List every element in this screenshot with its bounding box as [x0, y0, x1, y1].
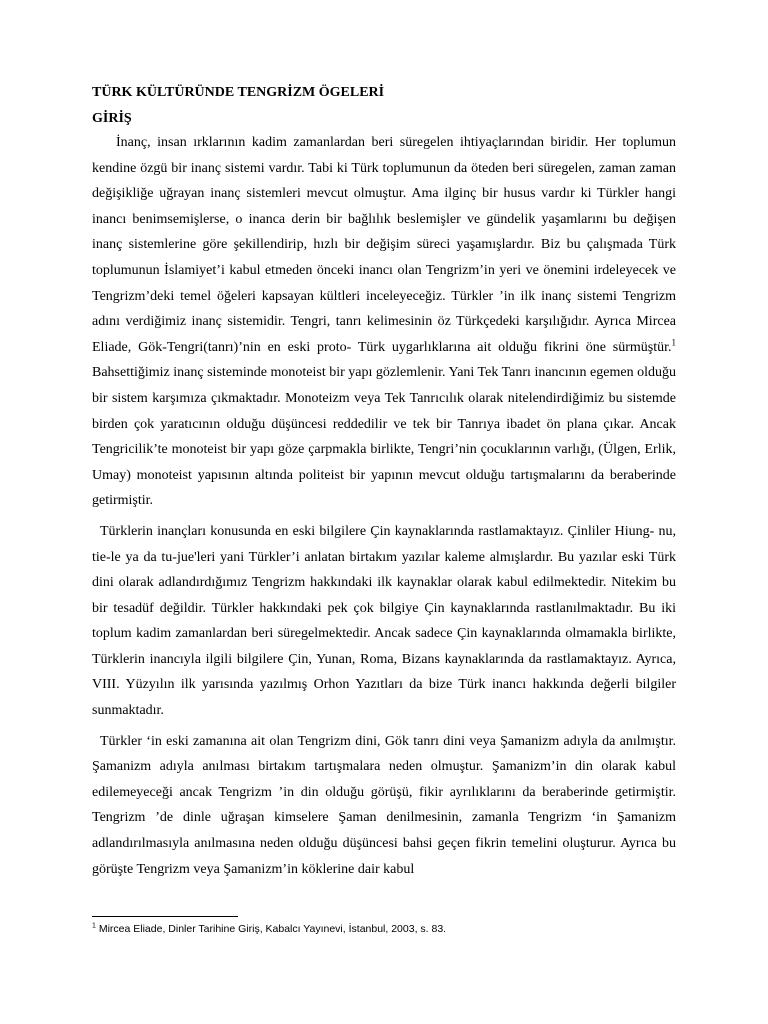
paragraph-1-text-b: Bahsettiğimiz inanç sisteminde monoteist bir yapı gözlemlenir. Yani Tek Tanrı inancının egemen olduğu bir sistem karşımıza çıkmaktadır. Monoteizm veya Tek Tanrıcılık olarak nitelendirdiğimiz bu sistemde birden çok yaratıcının olduğu düşüncesi reddedilir ve tek bir Tanrıya ibadet ön plana çıkar. Ancak Tengricilik’te monoteist bir yapı göze çarpmakla birlikte, Tengri’nin çocuklarının varlığı, (Ülgen, Erlik, Umay) monoteist yapısının altında politeist bir yapının mevcut olduğu tartışmalarını da beraberinde getirmiştir.: [92, 365, 676, 509]
document-title: TÜRK KÜLTÜRÜNDE TENGRİZM ÖGELERİ: [92, 85, 385, 100]
footnote-reference[interactable]: 1: [671, 337, 676, 348]
footnote-number: 1: [92, 922, 96, 930]
document-body: [92, 84, 676, 882]
paragraph-1-text-a: İnanç, insan ırklarının kadim zamanlardan beri süregelen ihtiyaçlarından biridir. Her toplumun kendine özgü bir inanç sistemi vardır. Tabi ki Türk toplumunun da öteden beri süregelen, zaman zaman değişikliğe uğrayan inanç sistemleri mevcut olmuştur. Ama ilginç bir husus vardır ki Türkler hangi inancı benimsemişlerse, o inanca derin bir bağlılık beslemişler ve gündelik yaşamlarını bu değişen inanç sistemlerine göre şekillendirip, hızlı bir değişim süreci yaşamışlardır. Biz bu çalışmada Türk toplumunun İslamiyet’i kabul etmeden önceki inancı olan Tengrizm’in yeri ve önemini irdeleyecek ve Tengrizm’deki temel öğeleri kapsayan kültleri inceleyeceğiz. Türkler ’in ilk inanç sistemi Tengrizm adını verdiğimiz inanç sistemidir. Tengri, tanrı kelimesinin öz Türkçedeki karşılığıdır. Ayrıca Mircea Eliade, Gök-Tengri(tanrı)’nin en eski proto- Türk uygarlıklarına ait olduğu fikrini öne sürmüştür.: [92, 135, 676, 355]
paragraph-2: Türklerin inançları konusunda en eski bilgilere Çin kaynaklarında rastlamaktayız. Çinliler Hiung- nu, tie-le ya da tu-jue'leri yani Türkler’i anlatan birtakım yazılar kaleme almışlardır. Bu yazılar eski Türk dini olarak adlandırdığımız Tengrizm hakkındaki ilk kaynaklar olarak kabul edilmektedir. Nitekim bu bir tesadüf değildir. Türkler hakkındaki pek çok bilgiye Çin kaynaklarında rastlanılmaktadır. Bu iki toplum kadim zamanlardan beri süregelmektedir. Ancak sadece Çin kaynaklarında olmamakla birlikte, Türklerin inancıyla ilgili bilgilere Çin, Yunan, Roma, Bizans kaynaklarında da rastlamaktayız. Ayrıca, VIII. Yüzyılın ilk yarısında yazılmış Orhon Yazıtları da bize Türk inancı hakkında değerli bilgiler sunmaktadır.: [92, 523, 676, 719]
section-heading: GİRİŞ: [92, 111, 132, 126]
footnote-text: Mircea Eliade, Dinler Tarihine Giriş, Kabalcı Yayınevi, İstanbul, 2003, s. 83.: [98, 923, 447, 935]
paragraph-1: [92, 130, 676, 514]
footnote: [92, 922, 676, 936]
footnote-separator: [92, 916, 238, 917]
paragraph-3: Türkler ‘in eski zamanına ait olan Tengrizm dini, Gök tanrı dini veya Şamanizm adıyla da anılmıştır. Şamanizm adıyla anılması birtakım tartışmalara neden olmuştur. Şamanizm’in din olarak kabul edilemeyeceği ancak Tengrizm ’in din olduğu görüşü, fikir ayrılıklarını da beraberinde getirmiştir. Tengrizm ’de dinle uğraşan kimselere Şaman denilmesinin, zamanla Tengrizm ‘in Şamanizm adlandırılmasıyla anılmasına neden olduğu düşüncesi bahsi geçen fikrin temelini oluşturur. Ayrıca bu görüşte Tengrizm veya Şamanizm’in köklerine dair kabul: [92, 733, 676, 877]
